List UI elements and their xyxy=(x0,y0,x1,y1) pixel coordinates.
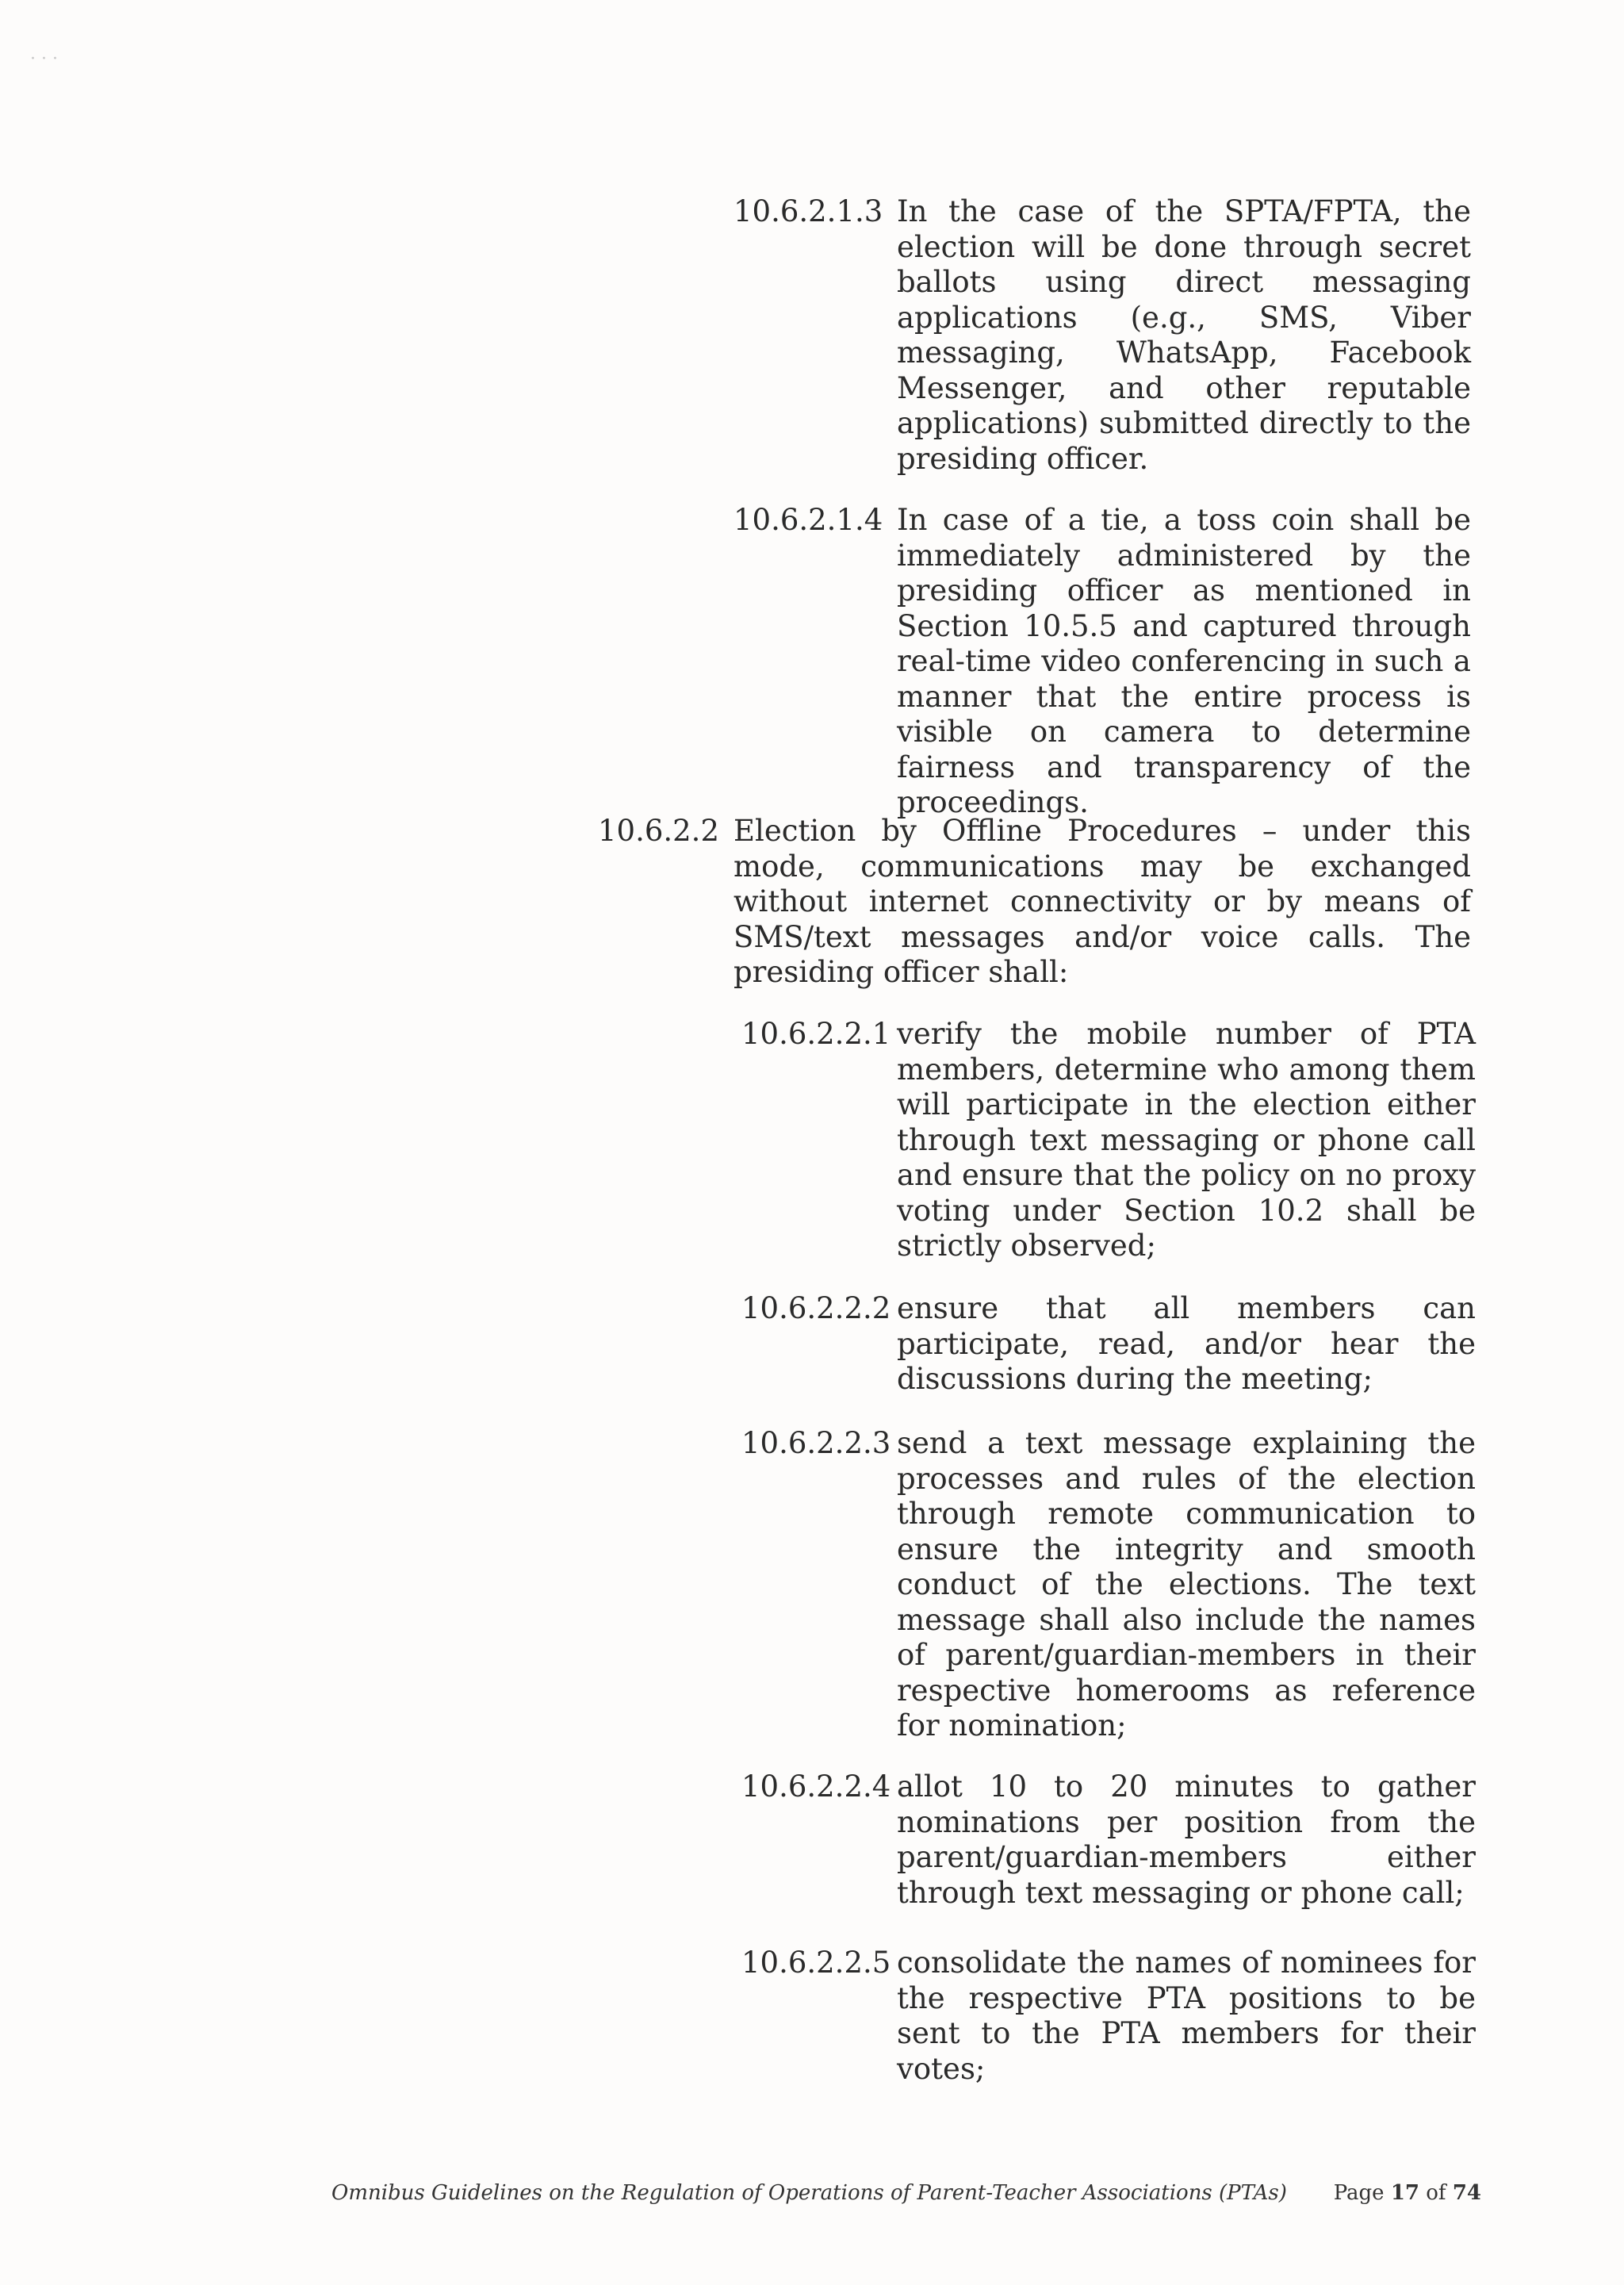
section-text-block xyxy=(897,503,1471,821)
section-text-block xyxy=(897,194,1471,477)
section-item xyxy=(733,503,1471,821)
section-number: 10.6.2.2 xyxy=(598,814,719,848)
section-item xyxy=(741,1769,1476,1911)
section-text-block xyxy=(897,1291,1476,1397)
section-item xyxy=(741,1291,1476,1397)
section-text-block xyxy=(897,1946,1476,2087)
section-number: 10.6.2.2.2 xyxy=(741,1291,891,1325)
section-number: 10.6.2.1.3 xyxy=(733,194,883,228)
section-item xyxy=(741,1426,1476,1744)
section-text: allot 10 to 20 minutes to gather nominations per position from the parent/guardian-members either through text messaging or phone call; xyxy=(897,1769,1476,1910)
section-number: 10.6.2.2.4 xyxy=(741,1769,891,1804)
footer-page-current: 17 xyxy=(1390,2181,1419,2205)
section-text: verify the mobile number of PTA members, determine who among them will participate in the election either through text messaging or phone call and ensure that the policy on no proxy voting under Section 10.2 shall be strictly observed; xyxy=(897,1017,1476,1263)
section-item xyxy=(741,1017,1476,1264)
section-number: 10.6.2.2.1 xyxy=(741,1017,891,1051)
section-text: ensure that all members can participate, read, and/or hear the discussions during the meeting; xyxy=(897,1291,1476,1396)
section-item xyxy=(598,814,1471,991)
section-text: In case of a tie, a toss coin shall be immediately administered by the presiding officer as mentioned in Section 10.5.5 and captured through real-time video conferencing in such a manner that the entire process is visible on camera to determine fairness and transparency of the proceedings. xyxy=(897,503,1471,819)
section-text-block xyxy=(733,814,1471,991)
section-item xyxy=(741,1946,1476,2087)
section-number: 10.6.2.2.3 xyxy=(741,1426,891,1460)
section-text: consolidate the names of nominees for the respective PTA positions to be sent to the PTA members for their votes; xyxy=(897,1946,1476,2086)
section-text: In the case of the SPTA/FPTA, the election will be done through secret ballots using direct messaging applications (e.g., SMS, Viber messaging, WhatsApp, Facebook Messenger, and other reputable applications) submitted directly to the presiding officer. xyxy=(897,194,1471,476)
footer-page-total: 74 xyxy=(1452,2181,1481,2205)
section-text: Election by Offline Procedures – under this mode, communications may be exchanged without internet connectivity or by means of SMS/text messages and/or voice calls. The presiding officer shall: xyxy=(733,814,1471,989)
footer-document-title: Omnibus Guidelines on the Regulation of Operations of Parent-Teacher Associations (PTAs) xyxy=(331,2181,1287,2205)
page-footer xyxy=(331,2181,1481,2205)
section-text-block xyxy=(897,1769,1476,1911)
section-text-block xyxy=(897,1426,1476,1744)
section-number: 10.6.2.2.5 xyxy=(741,1946,891,1980)
footer-page-label: Page xyxy=(1333,2181,1385,2205)
footer-page-of: of xyxy=(1426,2181,1446,2205)
section-text-block xyxy=(897,1017,1476,1264)
footer-page-number xyxy=(1334,2181,1481,2205)
section-item xyxy=(733,194,1471,477)
section-number: 10.6.2.1.4 xyxy=(733,503,883,537)
scan-artifact: · · · xyxy=(30,49,58,69)
section-text: send a text message explaining the processes and rules of the election through remote communication to ensure the integrity and smooth conduct of the elections. The text message shall also include the names of parent/guardian-members in their respective homerooms as reference for nomination; xyxy=(897,1426,1476,1743)
